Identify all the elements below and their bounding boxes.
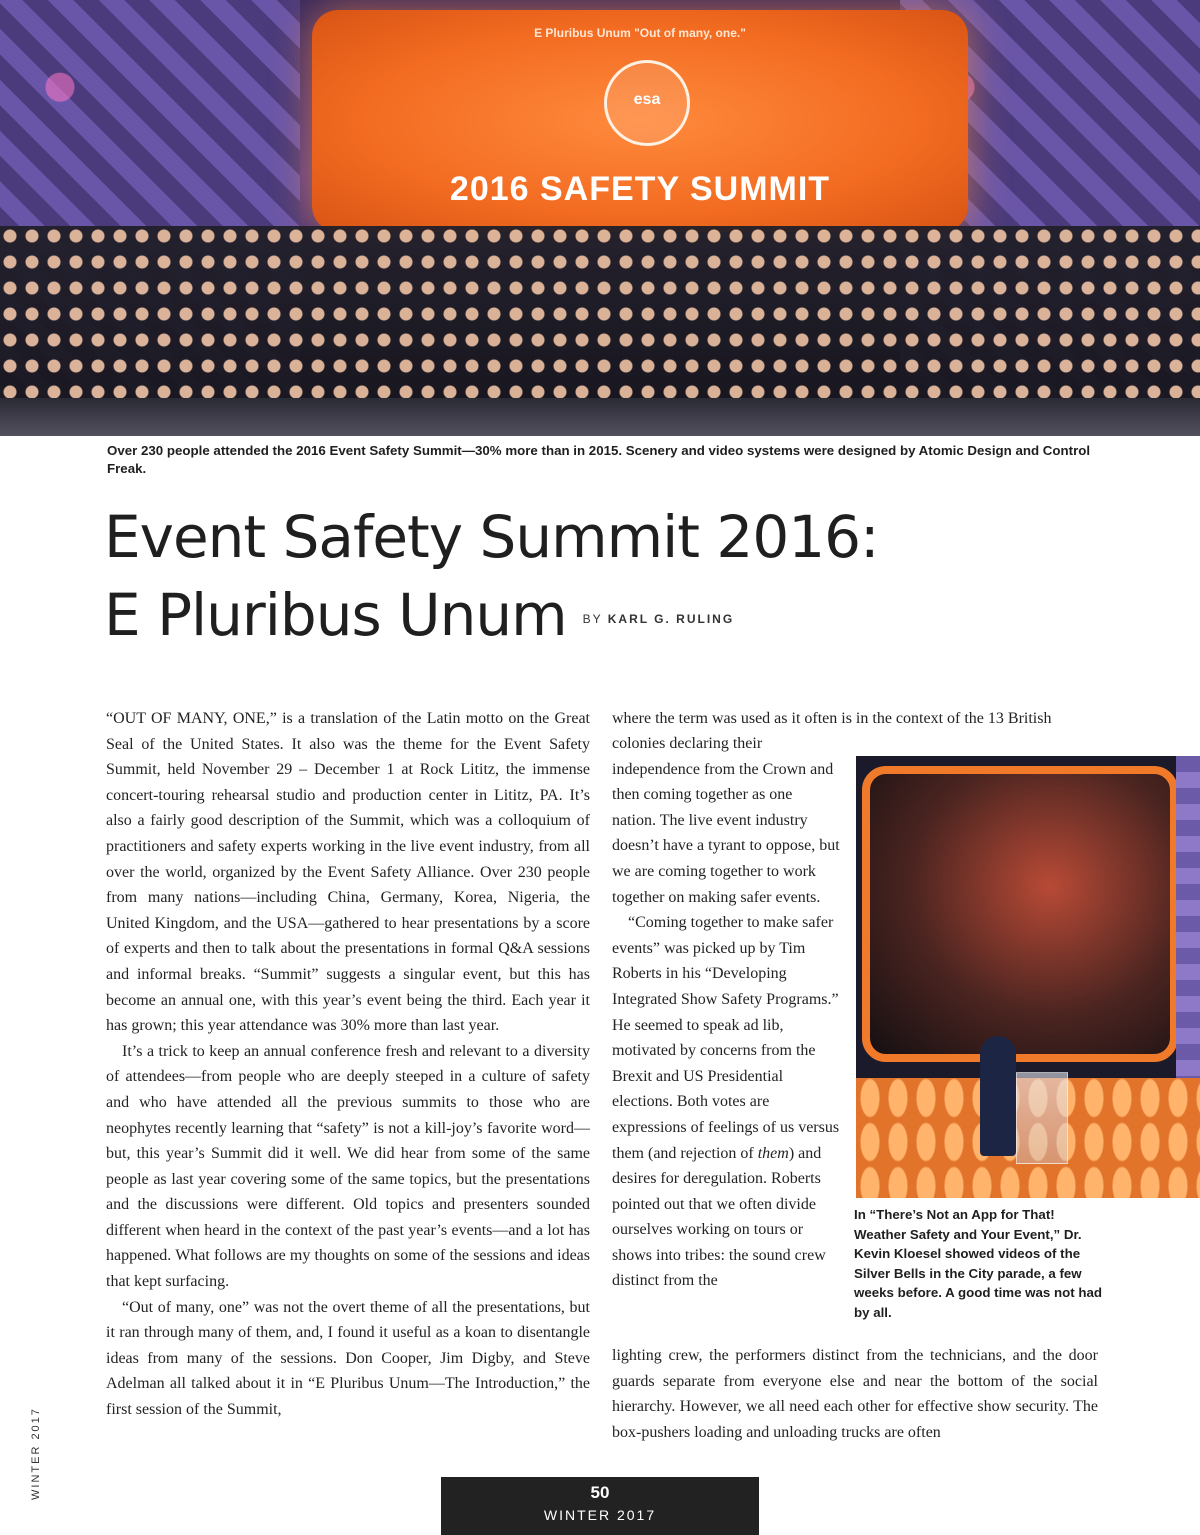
inset-podium [1016,1072,1068,1164]
issue-label: WINTER 2017 [543,1507,657,1523]
byline-author: KARL G. RULING [607,611,735,626]
esa-logo-text: esa [633,91,661,108]
photo-caption: Over 230 people attended the 2016 Event Safety Summit—30% more than in 2015. Scenery and video systems were designed by Atomic Design and Control Freak. [107,443,1091,476]
right-paragraph-2 [612,910,840,1294]
screen-title: 2016 SAFETY SUMMIT [449,170,831,208]
inset-caption: In “There’s Not an App for That! Weather Safety and Your Event,” Dr. Kevin Kloesel showed videos of the Silver Bells in the City parade, a few weeks before. A good time was not had by all. [854,1207,1103,1320]
stage-video-screen [312,10,968,232]
right-first-line: where the term was used as it often is in the context of the 13 British [612,710,1052,727]
screen-motto: E Pluribus Unum "Out of many, one." [534,26,746,40]
paragraph-1: “OUT OF MANY, ONE,” is a translation of the Latin motto on the Great Seal of the United States. It also was the theme for the Event Safety Summit, held November 29 – December 1 at Rock Lititz, the immense concert-touring rehearsal studio and production center in Lititz, PA. It’s also a fairly good description of the Summit, which was a colloquium of practitioners and safety experts working in the live event industry, from all over the world, organized by the Event Safety Alliance. Over 230 people from many nations—including China, Germany, Korea, Nigeria, the United Kingdom, and the USA—gathered to hear presentations by a score of experts and then to talk about the presentations in formal Q&A sessions and informal breaks. “Summit” suggests a singular event, but this has become an annual one, with this year’s event being the third. Each year it has grown; this year attendance was 30% more than last year. [106,710,590,1035]
title-line-2-text: E Pluribus Unum [104,581,567,649]
byline-prefix: BY [582,611,603,626]
side-folio: WINTER 2017 [30,1407,42,1500]
body-column-left [106,706,590,1423]
right-paragraph-2-mid: ) and desires for deregulation. Roberts pointed out that we often divide ourselves working on tours or shows into tribes: the sound crew distinct from the [612,1144,826,1290]
byline [583,612,735,626]
inset-photo [856,756,1200,1198]
inset-speaker [980,1036,1016,1156]
right-paragraph-1-rest: colonies declaring their independence from the Crown and then coming together as one nation. The live event industry doesn’t have a tyrant to oppose, but we are coming together to work together on making safer events. [612,735,840,906]
title-line-1: Event Safety Summit 2016: [104,503,879,571]
body-column-right-narrow [612,731,840,1294]
esa-logo [604,60,690,146]
right-paragraph-2-end: lighting crew, the performers distinct from the technicians, and the door guards separate from everyone else and near the bottom of the social hierarchy. However, we all need each other for effective show security. The box-pushers loading and unloading trucks are often [612,1347,1098,1441]
right-paragraph-2-emphasis: them [757,1144,789,1162]
page-folio [441,1477,759,1535]
hero-photo [0,0,1200,436]
title-line-2 [104,576,879,658]
body-column-right-top-line [612,706,1098,732]
body-column-right-bottom [612,1343,1098,1445]
paragraph-3: “Out of many, one” was not the overt theme of all the presentations, but it ran through many of them, and, I found it useful as a koan to disentangle ideas from many of the sessions. Don Cooper, Jim Digby, and Steve Adelman all talked about it in “E Pluribus Unum—The Introduction,” the first session of the Summit, [106,1298,590,1419]
article-title [104,498,879,658]
stage-edge [0,398,1200,436]
paragraph-2: It’s a trick to keep an annual conference fresh and relevant to a diversity of attendees—from people who are deeply steeped in a culture of safety and who have attended all the previous summits to those who are neophytes recently learning that “safety” is not a kill-joy’s favorite word—but, this year’s Summit did it well. We did hear from some of the same people as last year covering some of the same topics, but the presentations and the discussions were different. Old topics and presenters sounded different when heard in the context of the past year’s events—and a lot has happened. What follows are my thoughts on some of the sessions and ideas that kept surfacing. [106,1042,590,1291]
right-paragraph-2-start: “Coming together to make safer events” was picked up by Tim Roberts in his “Developing Integrated Show Safety Programs.” He seemed to speak ad lib, motivated by concerns from the Brexit and US Presidential elections. Both votes are expressions of feelings of us versus them (and rejection of [612,914,840,1162]
inset-video-screen [862,766,1178,1062]
page-number: 50 [590,1483,610,1502]
